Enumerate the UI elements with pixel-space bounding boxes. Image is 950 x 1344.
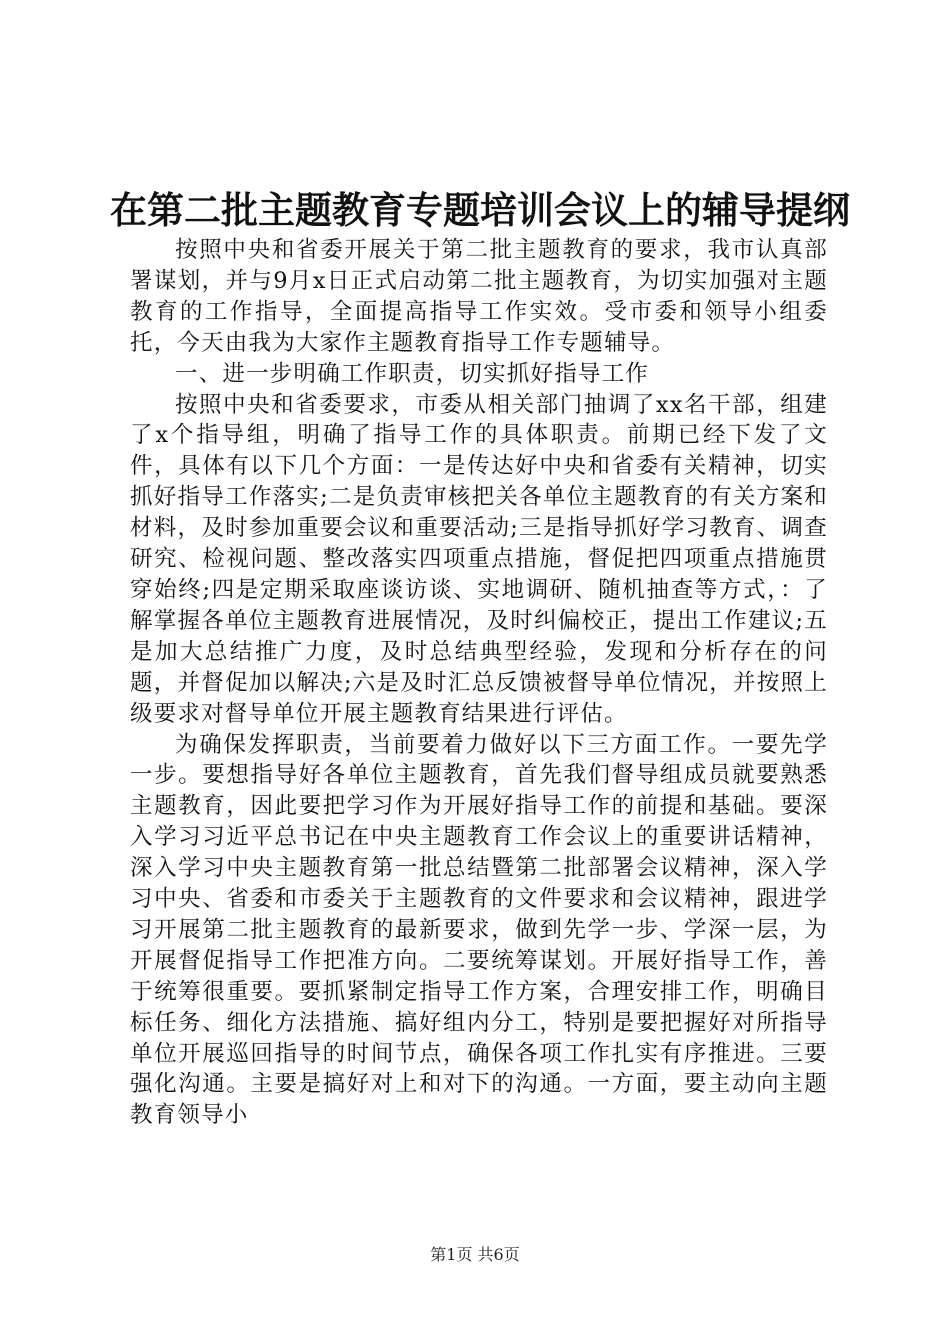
document-title: 在第二批主题教育专题培训会议上的辅导提纲 <box>110 188 850 232</box>
document-body <box>130 235 828 1131</box>
section-heading: 一、进一步明确工作职责，切实抓好指导工作 <box>175 360 650 387</box>
paragraph-duties: 按照中央和省委要求，市委从相关部门抽调了xx名干部，组建了x个指导组，明确了指导工作的具体职责。前期已经下发了文件，具体有以下几个方面：一是传达好中央和省委有关精神，切实抓好指导工作落实;二是负责审核把关各单位主题教育的有关方案和材料，及时参加重要会议和重要活动;三是指导抓好学习教育、调查研究、检视问题、整改落实四项重点措施，督促把四项重点措施贯穿始终;四是定期采取座谈访谈、实地调研、随机抽查等方式，：了解掌握各单位主题教育进展情况，及时纠偏校正，提出工作建议;五是加大总结推广力度，及时总结典型经验，发现和分析存在的问题，并督促加以解决;六是及时汇总反馈被督导单位情况，并按照上级要求对督导单位开展主题教育结果进行评估。 <box>130 391 828 727</box>
paragraph-intro: 按照中央和省委开展关于第二批主题教育的要求，我市认真部署谋划，并与9月x日正式启动第二批主题教育，为切实加强对主题教育的工作指导，全面提高指导工作实效。受市委和领导小组委托，今天由我为大家作主题教育指导工作专题辅导。 <box>130 237 828 356</box>
page-footer: 第1页 共6页 <box>430 1245 520 1264</box>
paragraph-tasks: 为确保发挥职责，当前要着力做好以下三方面工作。一要先学一步。要想指导好各单位主题教育，首先我们督导组成员就要熟悉主题教育，因此要把学习作为开展好指导工作的前提和基础。要深入学习习近平总书记在中央主题教育工作会议上的重要讲话精神，深入学习中央主题教育第一批总结暨第二批部署会议精神，深入学习中央、省委和市委关于主题教育的文件要求和会议精神，跟进学习开展第二批主题教育的最新要求，做到先学一步、学深一层，为开展督促指导工作把准方向。二要统筹谋划。开展好指导工作，善于统筹很重要。要抓紧制定指导工作方案，合理安排工作，明确目标任务、细化方法措施、搞好组内分工，特别是要把握好对所指导单位开展巡回指导的时间节点，确保各项工作扎实有序推进。三要强化沟通。主要是搞好对上和对下的沟通。一方面，要主动向主题教育领导小 <box>130 731 828 1129</box>
